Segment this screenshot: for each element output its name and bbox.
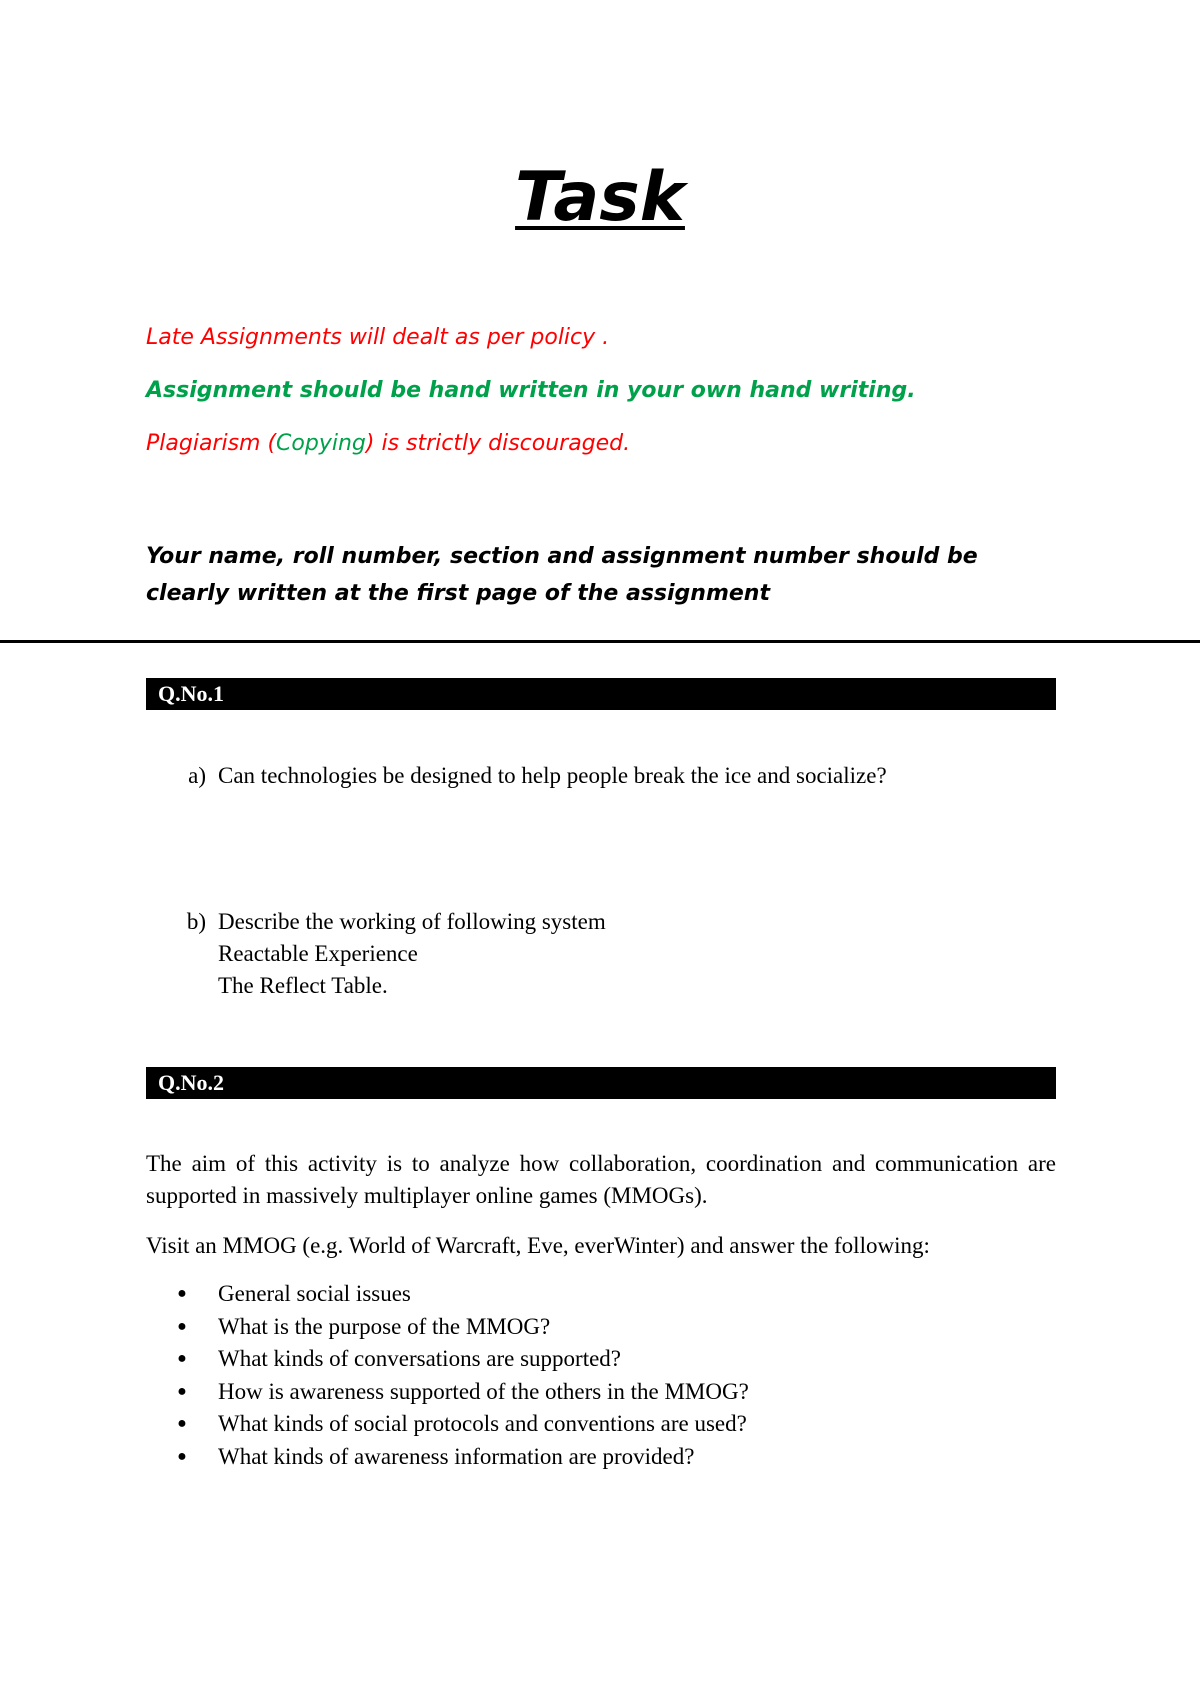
plagiarism-pre: Plagiarism ( <box>146 431 277 456</box>
list-item-text: How is awareness supported of the others in the MMOG? <box>218 1378 749 1404</box>
q1-a-text: Can technologies be designed to help people break the ice and socialize? <box>218 763 887 788</box>
page-title <box>0 158 1200 238</box>
plagiarism-copying: Copying <box>276 431 366 456</box>
list-item <box>146 1441 749 1474</box>
q2-visit: Visit an MMOG (e.g. World of Warcraft, Eve, everWinter) and answer the following: <box>146 1233 930 1258</box>
bullet-icon: ● <box>177 1382 187 1400</box>
list-item <box>146 1343 749 1376</box>
q2-intro: The aim of this activity is to analyze how collaboration, coordination and communication are supported in massively multiplayer online games (MMOGs). <box>146 1151 1056 1208</box>
q1-b-text: Describe the working of following system <box>218 909 606 934</box>
list-item <box>146 1376 749 1409</box>
plagiarism-post: ) is strictly discouraged. <box>365 431 631 456</box>
list-item <box>146 1278 749 1311</box>
list-item-text: What kinds of social protocols and conventions are used? <box>218 1411 747 1436</box>
bullet-icon: ● <box>177 1447 187 1465</box>
list-item-text: What is the purpose of the MMOG? <box>218 1313 551 1339</box>
list-item <box>146 1408 749 1441</box>
bullet-icon: ● <box>177 1415 187 1432</box>
q1-b-item: The Reflect Table. <box>218 973 388 998</box>
q1-part-a <box>146 760 887 792</box>
section-divider <box>0 640 1200 643</box>
handwritten-note: Assignment should be hand written in your own hand writing. <box>146 378 916 403</box>
q2-bullet-list <box>146 1278 749 1473</box>
late-policy-note: Late Assignments will dealt as per policy . <box>146 325 610 350</box>
list-item-text: What kinds of awareness information are provided? <box>218 1443 695 1469</box>
title-text: Task <box>515 158 685 237</box>
q1-b-item: Reactable Experience <box>218 941 418 966</box>
list-item-text: What kinds of conversations are supported? <box>218 1346 622 1371</box>
q2-heading: Q.No.2 <box>146 1067 1056 1099</box>
q1-b-marker: b) <box>186 909 206 934</box>
plagiarism-note <box>146 429 630 459</box>
q1-a-marker: a) <box>188 763 206 788</box>
list-item <box>146 1311 749 1344</box>
name-instructions: Your name, roll number, section and assignment number should be clearly written at the first page of the assignment <box>146 544 978 606</box>
bullet-icon: ● <box>177 1350 187 1367</box>
bullet-icon: ● <box>177 1317 187 1335</box>
bullet-icon: ● <box>177 1285 187 1302</box>
list-item-text: General social issues <box>218 1281 411 1306</box>
q1-heading: Q.No.1 <box>146 678 1056 710</box>
q1-part-b <box>146 906 606 938</box>
